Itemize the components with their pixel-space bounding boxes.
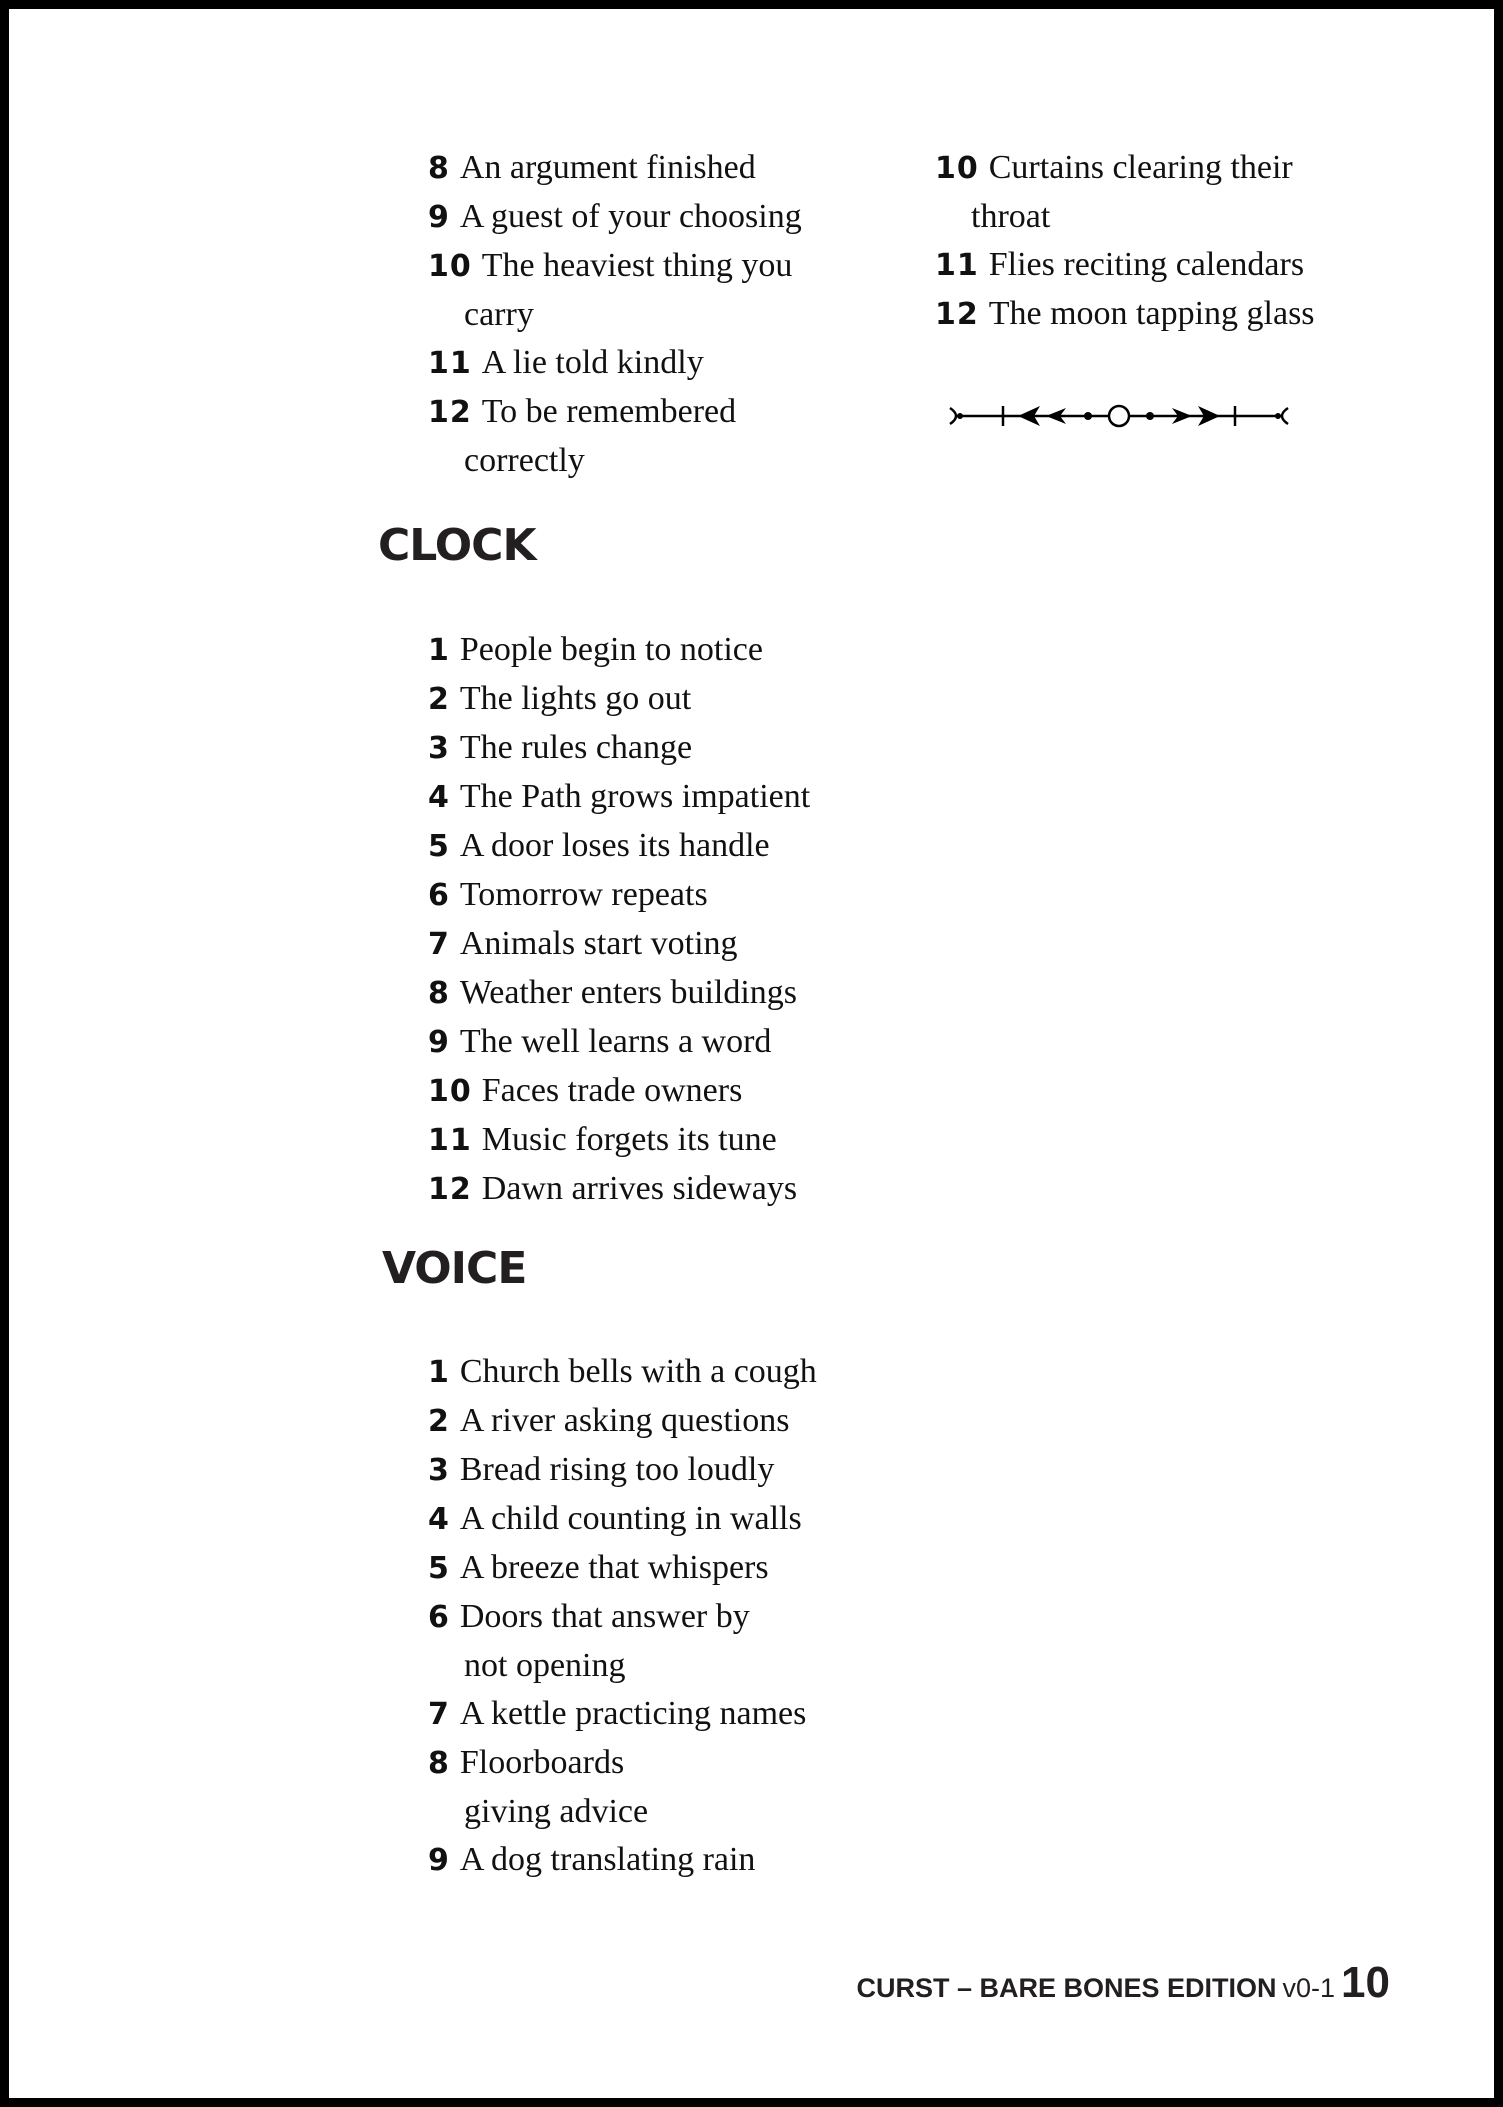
item-number: 4 xyxy=(428,1502,450,1537)
item-number: 9 xyxy=(428,200,450,235)
list-item xyxy=(935,290,1395,339)
list-item xyxy=(935,144,1395,241)
list-item xyxy=(428,871,888,920)
item-text: An argument finished xyxy=(459,149,756,186)
item-number: 2 xyxy=(428,682,450,717)
list-item xyxy=(428,675,888,724)
list-item xyxy=(428,144,888,193)
clock-heading: CLOCK xyxy=(378,520,536,571)
list-item xyxy=(428,1067,888,1116)
item-text: Faces trade owners xyxy=(481,1072,743,1109)
item-number: 11 xyxy=(935,248,979,283)
item-number: 12 xyxy=(428,395,472,430)
list-item xyxy=(428,626,888,675)
item-text: The lights go out xyxy=(459,680,692,717)
item-text: not opening xyxy=(464,1647,626,1684)
list-item xyxy=(428,242,888,339)
list-item xyxy=(428,1018,888,1067)
item-text: Music forgets its tune xyxy=(481,1121,777,1158)
item-number: 8 xyxy=(428,1746,450,1781)
ornament-divider-icon xyxy=(948,398,1290,434)
list-item xyxy=(428,193,888,242)
item-text: Curtains clearing their xyxy=(988,149,1293,186)
item-text: A river asking questions xyxy=(459,1402,790,1439)
voice-heading: VOICE xyxy=(382,1243,527,1294)
item-number: 7 xyxy=(428,1697,450,1732)
item-number: 6 xyxy=(428,878,450,913)
item-text: correctly xyxy=(464,442,585,479)
item-number: 1 xyxy=(428,1355,450,1390)
item-text: The heaviest thing you xyxy=(481,247,793,284)
item-text: A door loses its handle xyxy=(459,827,770,864)
list-item xyxy=(428,969,888,1018)
list-item xyxy=(428,388,888,485)
footer-title: CURST – BARE BONES EDITION xyxy=(856,1973,1277,2003)
list-item xyxy=(428,920,888,969)
item-number: 12 xyxy=(935,297,979,332)
item-text: Weather enters buildings xyxy=(459,974,798,1011)
page-number: 10 xyxy=(1341,1958,1390,2007)
item-number: 3 xyxy=(428,731,450,766)
list-item xyxy=(428,1116,888,1165)
item-text: The moon tapping glass xyxy=(988,295,1315,332)
list-item xyxy=(428,1836,888,1885)
item-number: 12 xyxy=(428,1172,472,1207)
item-text: A child counting in walls xyxy=(459,1500,802,1537)
item-text: The Path grows impatient xyxy=(459,778,811,815)
item-text: Doors that answer by xyxy=(459,1598,750,1635)
item-text: giving advice xyxy=(464,1793,649,1830)
item-number: 7 xyxy=(428,927,450,962)
list-item xyxy=(428,1593,888,1690)
item-number: 9 xyxy=(428,1025,450,1060)
item-number: 11 xyxy=(428,346,472,381)
item-number: 9 xyxy=(428,1843,450,1878)
list-item xyxy=(428,1446,888,1495)
item-text: A lie told kindly xyxy=(481,344,704,381)
item-number: 10 xyxy=(935,151,979,186)
item-text: Dawn arrives sideways xyxy=(481,1170,798,1207)
item-number: 4 xyxy=(428,780,450,815)
list-item xyxy=(428,724,888,773)
top-left-list xyxy=(428,144,888,485)
item-text: Bread rising too loudly xyxy=(459,1451,775,1488)
item-number: 5 xyxy=(428,829,450,864)
list-item xyxy=(428,1690,888,1739)
list-item xyxy=(428,1739,888,1836)
item-number: 8 xyxy=(428,976,450,1011)
item-text: Flies reciting calendars xyxy=(988,246,1305,283)
page-footer xyxy=(856,1958,1390,2008)
item-text: carry xyxy=(464,296,534,333)
item-text: A dog translating rain xyxy=(459,1841,756,1878)
footer-version: v0-1 xyxy=(1282,1973,1336,2003)
item-text: Tomorrow repeats xyxy=(459,876,708,913)
voice-list xyxy=(428,1348,888,1885)
clock-list xyxy=(428,626,888,1214)
list-item xyxy=(428,1348,888,1397)
item-number: 3 xyxy=(428,1453,450,1488)
list-item xyxy=(428,822,888,871)
item-text: People begin to notice xyxy=(459,631,763,668)
list-item xyxy=(428,1165,888,1214)
list-item xyxy=(428,773,888,822)
item-number: 1 xyxy=(428,633,450,668)
item-number: 11 xyxy=(428,1123,472,1158)
list-item xyxy=(935,241,1395,290)
list-item xyxy=(428,1495,888,1544)
list-item xyxy=(428,1397,888,1446)
item-text: A kettle practicing names xyxy=(459,1695,807,1732)
list-item xyxy=(428,1544,888,1593)
item-text: throat xyxy=(971,198,1051,235)
item-text: To be remembered xyxy=(481,393,737,430)
item-text: The well learns a word xyxy=(459,1023,772,1060)
item-text: The rules change xyxy=(459,729,693,766)
item-text: Floorboards xyxy=(459,1744,625,1781)
item-number: 8 xyxy=(428,151,450,186)
item-text: A breeze that whispers xyxy=(459,1549,769,1586)
item-number: 5 xyxy=(428,1551,450,1586)
item-text: A guest of your choosing xyxy=(459,198,802,235)
item-number: 10 xyxy=(428,1074,472,1109)
item-text: Animals start voting xyxy=(459,925,738,962)
item-number: 6 xyxy=(428,1600,450,1635)
list-item xyxy=(428,339,888,388)
top-right-list xyxy=(935,144,1395,339)
item-number: 10 xyxy=(428,249,472,284)
item-number: 2 xyxy=(428,1404,450,1439)
item-text: Church bells with a cough xyxy=(459,1353,817,1390)
